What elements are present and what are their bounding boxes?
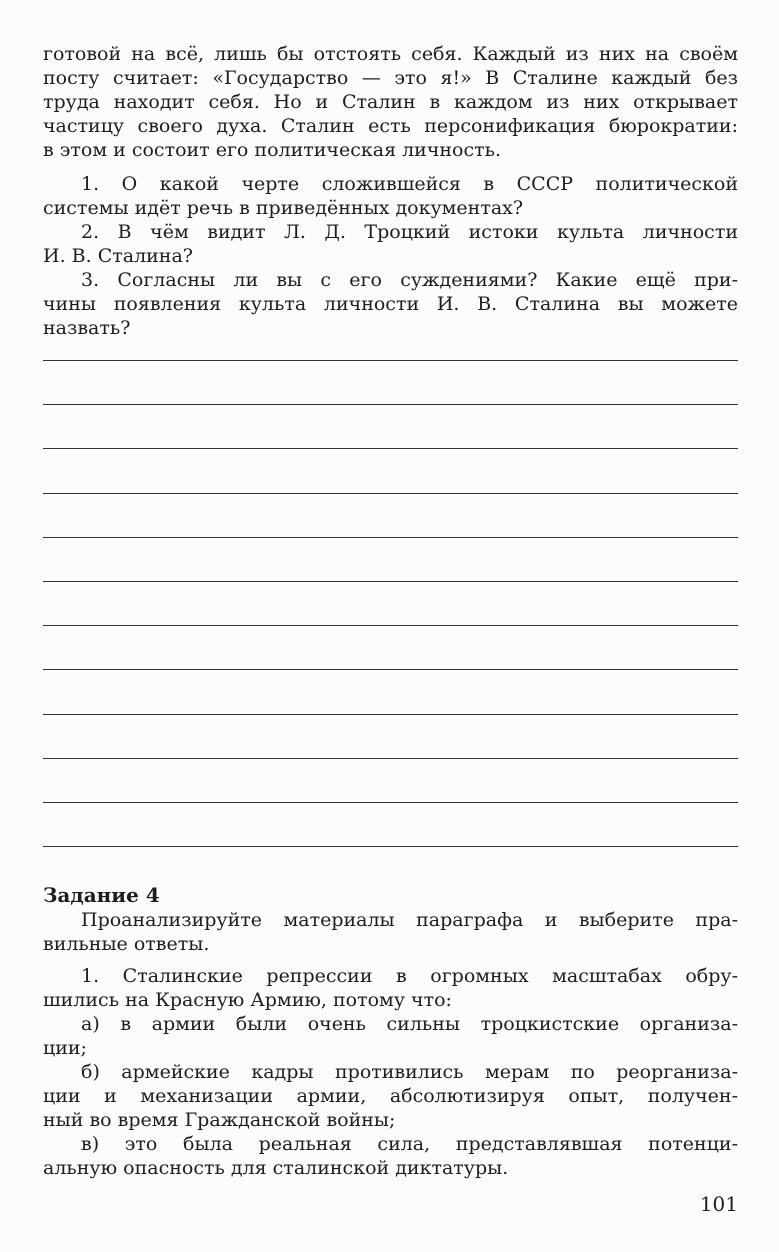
text-line: ции; [43,1037,87,1060]
page-number: 101 [699,1192,738,1217]
answer-ruled-line [43,449,738,493]
task4-option-b [43,1060,738,1132]
task4-intro [43,908,738,956]
text-line: системы идёт речь в приведённых документах? [43,197,524,219]
questions-block [43,172,738,340]
text-line: б) армейские кадры противились мерам по реорганиза- [81,1061,738,1084]
text-line: 3. Согласны ли вы с его суждениями? Какие ещё при- [81,269,738,291]
text-line: в этом и состоит его политическая личность. [43,139,502,161]
task4-heading: Задание 4 [43,883,160,908]
text-line: 1. О какой черте сложившейся в СССР политической [81,173,738,195]
text-line: частицу своего духа. Сталин есть персонификация бюрократии: [43,115,738,137]
task4-option-a [43,1012,738,1060]
text-line: ный во время Гражданской войны; [43,1109,396,1132]
text-line: а) в армии были очень сильны троцкистские организа- [81,1013,738,1036]
text-line: в) это была реальная сила, представлявшая потенци- [81,1133,738,1156]
answer-ruled-line [43,538,738,582]
question-2 [43,220,738,268]
text-line: альную опасность для сталинской диктатуры. [43,1157,509,1180]
answer-ruled-line [43,715,738,759]
answer-ruled-line [43,494,738,538]
text-line: труда находит себя. Но и Сталин в каждом из них открывает [43,91,738,113]
text-line: назвать? [43,317,131,339]
answer-ruled-line [43,803,738,847]
text-line: вильные ответы. [43,933,210,956]
text-line: 2. В чём видит Л. Д. Троцкий истоки культа личности [81,221,738,243]
question-1 [43,172,738,220]
answer-ruled-line [43,670,738,714]
answer-ruled-line [43,582,738,626]
text-line: 1. Сталинские репрессии в огромных масштабах обру- [81,965,738,988]
answer-lines-area [43,340,738,847]
text-line: И. В. Сталина? [43,245,193,267]
quote-continuation-paragraph [43,42,738,162]
answer-ruled-line [43,405,738,449]
answer-ruled-line [43,626,738,670]
text-line: чины появления культа личности И. В. Сталина вы можете [43,293,738,315]
task4-option-c [43,1132,738,1180]
answer-ruled-line [43,759,738,803]
text-line: Проанализируйте материалы параграфа и выберите пра- [81,909,738,932]
answer-ruled-line [43,361,738,405]
text-line: шились на Красную Армию, потому что: [43,989,452,1012]
task4-item1 [43,964,738,1012]
text-line: посту считает: «Государство — это я!» В Сталине каждый без [43,67,738,89]
text-line: готовой на всё, лишь бы отстоять себя. Каждый из них на своём [43,43,738,65]
question-3 [43,268,738,340]
answer-ruled-line [43,340,738,361]
text-line: ции и механизации армии, абсолютизируя опыт, получен- [43,1085,738,1108]
